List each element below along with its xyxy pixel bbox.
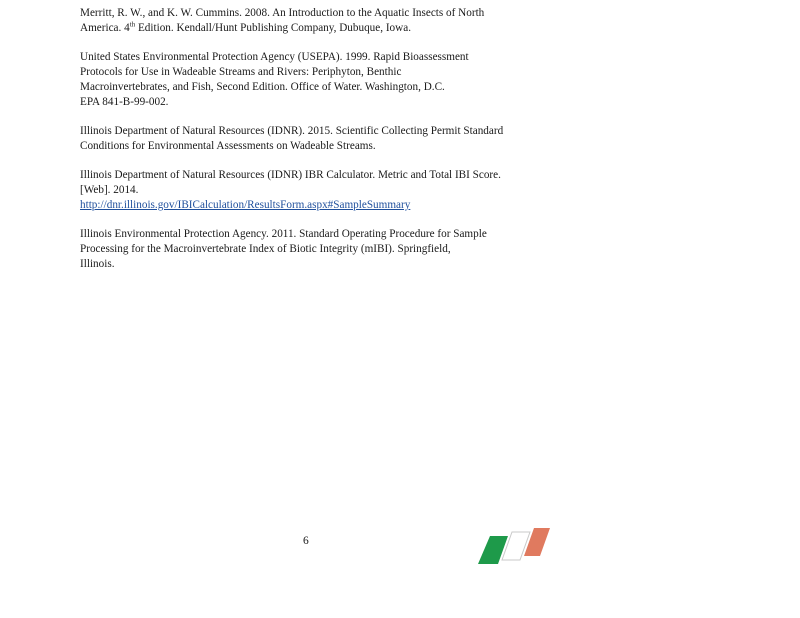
reference-line [80, 198, 540, 213]
reference-idnr-2015 [80, 124, 540, 154]
reference-idnr-ibr [80, 168, 540, 213]
reference-line: Processing for the Macroinvertebrate Index of Biotic Integrity (mIBI). Springfield, [80, 243, 451, 255]
reference-line: Merritt, R. W., and K. W. Cummins. 2008. An Introduction to the Aquatic Insects of North [80, 7, 485, 19]
references-list [80, 6, 540, 286]
reference-line: Illinois. [80, 258, 115, 270]
reference-line [80, 20, 540, 36]
reference-line: Illinois Department of Natural Resources (IDNR) IBR Calculator. Metric and Total IBI Score. [80, 169, 501, 181]
reference-line: Illinois Department of Natural Resources (IDNR). 2015. Scientific Collecting Permit Standard [80, 125, 504, 137]
reference-iepa-2011 [80, 227, 540, 272]
reference-line: Illinois Environmental Protection Agency. 2011. Standard Operating Procedure for Sample [80, 228, 487, 240]
reference-line: United States Environmental Protection Agency (USEPA). 1999. Rapid Bioassessment [80, 51, 469, 63]
reference-line: [Web]. 2014. [80, 184, 139, 196]
page-number: 6 [303, 535, 309, 547]
tricolor-logo-icon [476, 526, 552, 566]
reference-line: Macroinvertebrates, and Fish, Second Edition. Office of Water. Washington, D.C. [80, 81, 445, 93]
reference-line: Protocols for Use in Wadeable Streams and Rivers: Periphyton, Benthic [80, 66, 402, 78]
reference-text: America. 4 [80, 22, 130, 34]
reference-link[interactable]: http://dnr.illinois.gov/IBICalculation/ResultsForm.aspx#SampleSummary [80, 199, 411, 211]
superscript: th [129, 20, 136, 29]
reference-line: EPA 841-B-99-002. [80, 96, 169, 108]
reference-usepa [80, 50, 540, 110]
reference-line: Conditions for Environmental Assessments on Wadeable Streams. [80, 140, 376, 152]
reference-text: Edition. Kendall/Hunt Publishing Company, Dubuque, Iowa. [137, 22, 411, 34]
reference-merritt [80, 6, 540, 36]
